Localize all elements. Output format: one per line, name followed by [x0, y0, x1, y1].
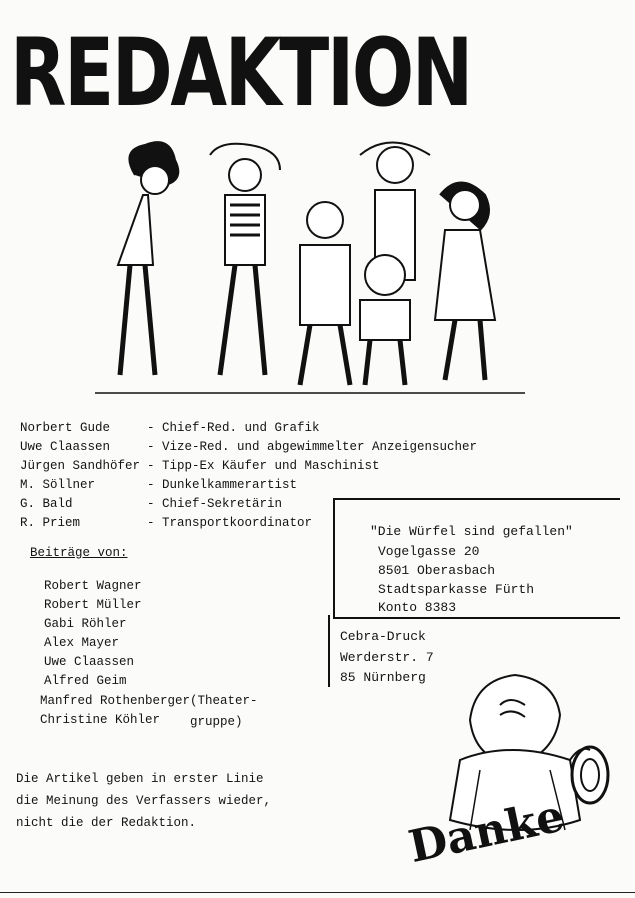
- staff-name: G. Bald: [20, 497, 73, 511]
- publisher-bank: Stadtsparkasse Fürth: [378, 582, 535, 597]
- printer-name: Cebra-Druck: [340, 629, 426, 644]
- staff-role: - Dunkelkammerartist: [147, 478, 298, 492]
- staff-name: R. Priem: [20, 516, 81, 530]
- publisher-city: 8501 Oberasbach: [378, 563, 496, 578]
- staff-role: - Vize-Red. und abgewimmelter Anzeigensucher: [147, 440, 478, 454]
- contributor-name: Alex Mayer: [44, 636, 120, 650]
- contributor-name: Robert Müller: [44, 598, 142, 612]
- contributor-name: Uwe Claassen: [44, 655, 135, 669]
- thanks-text: Danke: [404, 790, 569, 873]
- contributor-group-suffix: gruppe): [190, 715, 243, 729]
- publisher-street: Vogelgasse 20: [378, 544, 480, 559]
- printer-city: 85 Nürnberg: [340, 670, 426, 685]
- printer-street: Werderstr. 7: [340, 650, 434, 665]
- staff-role: - Chief-Sekretärin: [147, 497, 283, 511]
- contributor-name: Gabi Röhler: [44, 617, 127, 631]
- staff-role: - Tipp-Ex Käufer und Maschinist: [147, 459, 380, 473]
- staff-name: Uwe Claassen: [20, 440, 111, 454]
- contributor-name: Manfred Rothenberger(Theater-: [40, 694, 258, 708]
- staff-role: - Transportkoordinator: [147, 516, 313, 530]
- staff-name: M. Söllner: [20, 478, 96, 492]
- bottom-rule: [0, 892, 635, 893]
- contributor-name: Alfred Geim: [44, 674, 127, 688]
- page-title: REDAKTION: [10, 19, 471, 128]
- publisher-account: Konto 8383: [378, 600, 457, 615]
- disclaimer-text: Die Artikel geben in erster Linie die Meinung des Verfassers wieder, nicht die der Redaktion.: [16, 772, 272, 830]
- contributor-name: Robert Wagner: [44, 579, 142, 593]
- staff-role: - Chief-Red. und Grafik: [147, 421, 320, 435]
- team-cartoon-illustration: [95, 135, 525, 415]
- contributors-heading: Beiträge von:: [30, 546, 128, 560]
- publisher-title: "Die Würfel sind gefallen": [370, 524, 573, 539]
- staff-name: Norbert Gude: [20, 421, 111, 435]
- printer-box-rule: [328, 615, 330, 687]
- contributor-name: Christine Köhler: [40, 713, 161, 727]
- staff-name: Jürgen Sandhöfer: [20, 459, 141, 473]
